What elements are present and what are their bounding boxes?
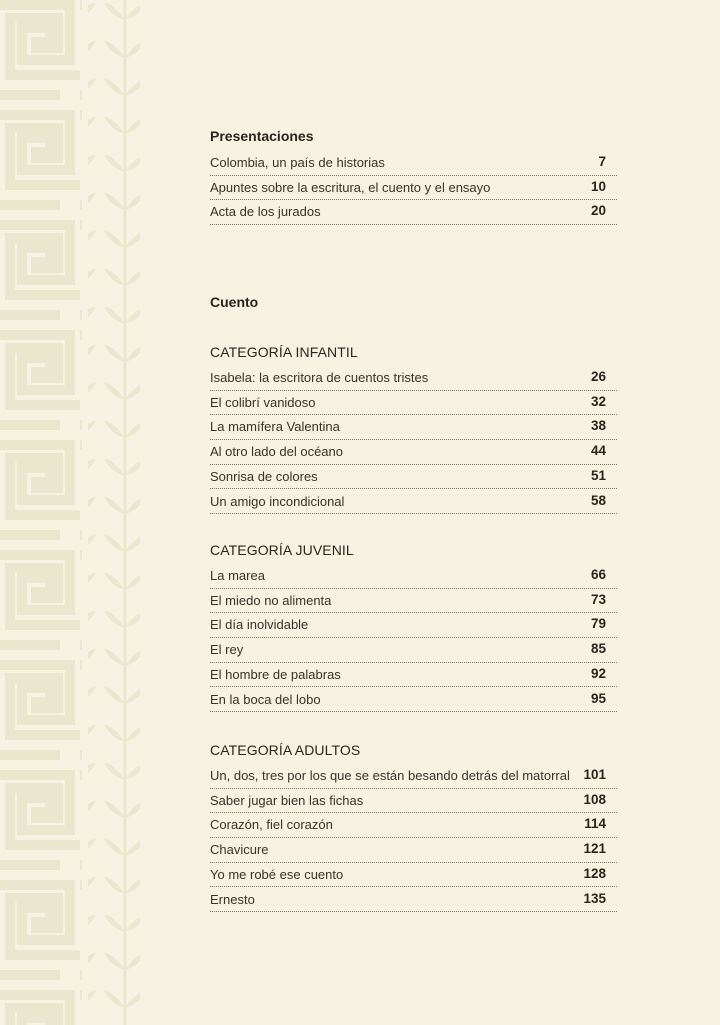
- toc-entry[interactable]: [210, 151, 617, 176]
- toc-entry[interactable]: [210, 465, 617, 490]
- entry-title: La mamífera Valentina: [210, 419, 340, 435]
- entry-title: El hombre de palabras: [210, 666, 341, 682]
- entry-title: Corazón, fiel corazón: [210, 817, 333, 833]
- category-heading-juvenil: CATEGORÍA JUVENIL: [210, 542, 354, 558]
- entry-page-number: 135: [583, 890, 606, 906]
- entry-page-number: 101: [583, 767, 606, 782]
- entry-page-number: 7: [598, 154, 606, 169]
- entry-title: El rey: [210, 642, 244, 658]
- entry-title: El día inolvidable: [210, 617, 309, 633]
- entry-page-number: 10: [590, 178, 606, 194]
- entry-page-number: 58: [590, 492, 606, 508]
- entry-title: La marea: [210, 568, 265, 583]
- category-heading-adultos: CATEGORÍA ADULTOS: [210, 742, 361, 758]
- entry-title: Acta de los jurados: [210, 204, 321, 219]
- entry-title: Un, dos, tres por los que se están besando detrás del matorral: [210, 768, 570, 783]
- toc-entry[interactable]: [210, 888, 617, 913]
- entry-page-number: 121: [583, 841, 606, 857]
- toc-entry[interactable]: [210, 200, 617, 225]
- entry-title: El colibrí vanidoso: [210, 394, 316, 410]
- section-title-cuento: Cuento: [210, 294, 259, 310]
- entry-page-number: 79: [590, 616, 606, 632]
- toc-entry[interactable]: [210, 415, 617, 440]
- toc-entry[interactable]: [210, 638, 617, 663]
- toc-entry[interactable]: [210, 838, 617, 863]
- section-title-presentaciones: Presentaciones: [210, 128, 314, 144]
- entry-page-number: 128: [583, 865, 606, 881]
- toc-entry[interactable]: [210, 789, 617, 814]
- entry-page-number: 32: [590, 393, 606, 409]
- toc-entry[interactable]: [210, 663, 617, 688]
- toc-entry[interactable]: [210, 863, 617, 888]
- toc-entry[interactable]: [210, 391, 617, 416]
- toc-entry[interactable]: [210, 813, 617, 838]
- toc-entry[interactable]: [210, 490, 617, 515]
- entry-page-number: 66: [590, 567, 606, 582]
- toc-entry[interactable]: [210, 366, 617, 391]
- toc-entry[interactable]: [210, 688, 617, 713]
- toc-entry[interactable]: [210, 589, 617, 614]
- toc-entry[interactable]: [210, 564, 617, 589]
- entry-title: Saber jugar bien las fichas: [210, 792, 364, 808]
- entry-title: Colombia, un país de historias: [210, 155, 385, 170]
- entry-title: Sonrisa de colores: [210, 468, 318, 484]
- entry-title: En la boca del lobo: [210, 691, 321, 707]
- entry-title: Chavicure: [210, 842, 269, 858]
- decorative-border-pattern: [0, 0, 145, 1025]
- entry-title: Ernesto: [210, 891, 255, 907]
- entry-title: El miedo no alimenta: [210, 592, 332, 608]
- entry-page-number: 51: [590, 467, 606, 483]
- toc-entry[interactable]: [210, 764, 617, 789]
- entry-page-number: 26: [590, 369, 606, 384]
- toc-entry[interactable]: [210, 176, 617, 201]
- entry-title: Yo me robé ese cuento: [210, 866, 344, 882]
- entry-page-number: 114: [584, 816, 606, 832]
- entry-page-number: 85: [590, 641, 606, 657]
- entry-page-number: 38: [590, 418, 606, 434]
- entry-page-number: 92: [590, 665, 606, 681]
- entry-title: Un amigo incondicional: [210, 493, 345, 509]
- entry-page-number: 44: [590, 443, 606, 459]
- entry-page-number: 95: [590, 690, 606, 706]
- category-heading-infantil: CATEGORÍA INFANTIL: [210, 344, 358, 360]
- entry-page-number: 73: [590, 591, 606, 607]
- entry-page-number: 108: [583, 791, 606, 807]
- entry-title: Al otro lado del océano: [210, 444, 343, 460]
- entry-page-number: 20: [590, 203, 606, 218]
- toc-entry[interactable]: [210, 440, 617, 465]
- entry-title: Isabela: la escritora de cuentos tristes: [210, 370, 429, 385]
- entry-title: Apuntes sobre la escritura, el cuento y el ensayo: [210, 179, 491, 195]
- toc-entry[interactable]: [210, 613, 617, 638]
